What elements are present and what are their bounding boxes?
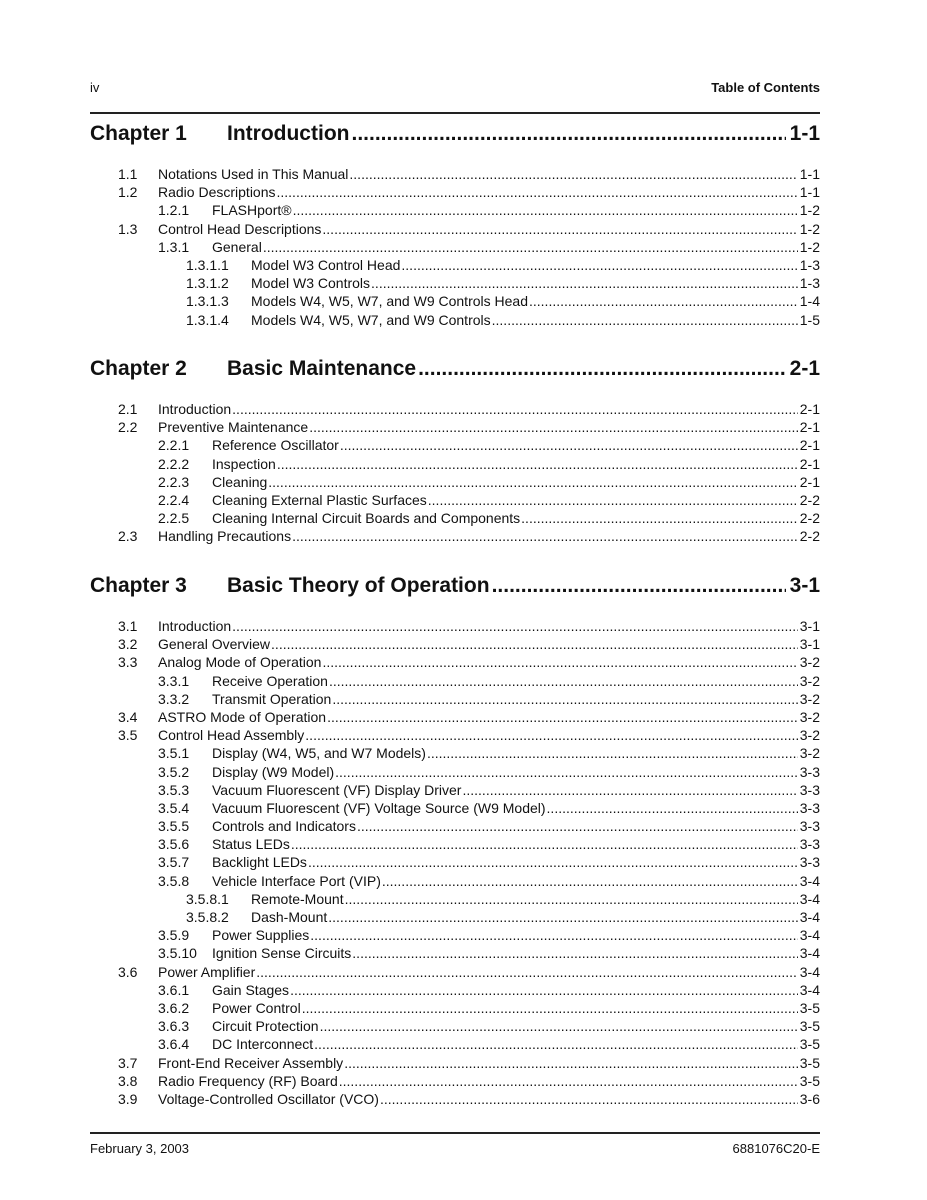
toc-entry[interactable]	[90, 926, 820, 944]
page-reference: 2-2	[799, 491, 820, 508]
page-reference: 1-2	[799, 202, 820, 219]
dot-leader	[327, 708, 798, 726]
section-number: 3.5.9	[158, 927, 190, 944]
section-number: 1.2	[118, 184, 138, 201]
page-reference: 2-1	[799, 419, 820, 436]
section-title: Analog Mode of Operation	[158, 654, 322, 671]
section-number: 3.5.3	[158, 781, 190, 798]
dot-leader	[277, 183, 798, 201]
section-title: Display (W9 Model)	[212, 763, 335, 780]
dot-leader	[340, 436, 798, 454]
section-number: 1.3.1	[158, 238, 190, 255]
chapter-heading[interactable]	[90, 574, 820, 602]
toc-entry[interactable]	[90, 1072, 820, 1090]
dot-leader	[271, 635, 798, 653]
page-reference: 2-1	[799, 401, 820, 417]
section-number: 3.2	[118, 636, 138, 653]
dot-leader	[335, 763, 798, 781]
toc-entry[interactable]	[90, 763, 820, 781]
section-title: Status LEDs	[212, 836, 290, 853]
dot-leader	[232, 617, 798, 635]
page-reference: 3-4	[799, 981, 820, 998]
page-reference: 3-1	[799, 636, 820, 653]
page-reference: 1-1	[799, 184, 820, 201]
toc-entry[interactable]	[90, 201, 820, 219]
page-reference: 1-2	[799, 220, 820, 237]
dot-leader	[256, 963, 798, 981]
header-rule	[90, 112, 820, 114]
page-reference: 3-3	[799, 799, 820, 816]
section-title: Backlight LEDs	[212, 854, 307, 871]
toc-entry[interactable]	[90, 817, 820, 835]
toc-entry[interactable]	[90, 400, 820, 418]
section-number: 1.1	[118, 166, 138, 182]
dot-leader	[380, 1090, 798, 1108]
section-title: Receive Operation	[212, 672, 328, 689]
page-reference: 3-5	[799, 1036, 820, 1053]
chapter-title: Introduction	[227, 122, 350, 145]
section-number: 3.3.1	[158, 672, 190, 689]
dot-leader	[232, 400, 798, 418]
section-number: 3.5.8.1	[186, 890, 229, 907]
dot-leader	[371, 274, 798, 292]
section-number: 3.5.7	[158, 854, 190, 871]
toc-entry[interactable]	[90, 690, 820, 708]
section-title: Ignition Sense Circuits	[212, 945, 352, 962]
toc-entry[interactable]	[90, 908, 820, 926]
page-reference: 3-4	[799, 872, 820, 889]
toc-entry[interactable]	[90, 509, 820, 527]
dot-leader	[314, 1035, 798, 1053]
dot-leader	[291, 835, 798, 853]
dot-leader	[547, 799, 798, 817]
toc-entry[interactable]	[90, 274, 820, 292]
toc-entry[interactable]	[90, 491, 820, 509]
section-title: Table of Contents	[711, 80, 820, 95]
chapter-label: Chapter 2	[90, 357, 187, 380]
toc-entry[interactable]	[90, 999, 820, 1017]
section-number: 2.1	[118, 401, 138, 417]
page-reference: 3-5	[799, 1018, 820, 1035]
page-reference: 2-1	[799, 437, 820, 454]
section-title: FLASHport®	[212, 202, 292, 219]
toc-entry[interactable]	[90, 220, 820, 238]
toc-entry[interactable]	[90, 726, 820, 744]
section-title: ASTRO Mode of Operation	[158, 708, 327, 725]
chapter-page: 1-1	[789, 122, 820, 145]
section-number: 1.3.1.3	[186, 293, 229, 310]
toc-entry[interactable]	[90, 781, 820, 799]
section-number: 3.5.2	[158, 763, 190, 780]
section-number: 3.3	[118, 654, 138, 671]
dot-leader	[351, 122, 785, 146]
section-number: 3.6.1	[158, 981, 190, 998]
toc-entry[interactable]	[90, 981, 820, 999]
toc-entry[interactable]	[90, 473, 820, 491]
section-number: 1.3.1.2	[186, 275, 229, 292]
page-reference: 3-5	[799, 999, 820, 1016]
page-reference: 2-1	[799, 455, 820, 472]
dot-leader	[529, 292, 798, 310]
section-number: 3.5.4	[158, 799, 190, 816]
toc-entry[interactable]	[90, 436, 820, 454]
section-title: Circuit Protection	[212, 1018, 319, 1035]
dot-leader	[293, 201, 798, 219]
toc-entry[interactable]	[90, 455, 820, 473]
page-reference: 3-2	[799, 654, 820, 671]
page-reference: 3-3	[799, 854, 820, 871]
section-title: Power Supplies	[212, 927, 310, 944]
toc-entry[interactable]	[90, 963, 820, 981]
page-reference: 3-4	[799, 945, 820, 962]
section-number: 3.5.5	[158, 818, 190, 835]
section-title: Display (W4, W5, and W7 Models)	[212, 745, 426, 762]
section-title: Control Head Assembly	[158, 727, 305, 744]
page-reference: 1-5	[799, 311, 820, 328]
dot-leader	[322, 220, 797, 238]
section-title: Gain Stages	[212, 981, 290, 998]
section-number: 2.3	[118, 528, 138, 545]
toc-entry[interactable]	[90, 1090, 820, 1108]
toc-entry[interactable]	[90, 653, 820, 671]
dot-leader	[492, 574, 786, 598]
page-reference: 3-4	[799, 963, 820, 980]
section-number: 3.5.10	[158, 945, 197, 962]
page-reference: 3-3	[799, 836, 820, 853]
toc-entry[interactable]	[90, 1054, 820, 1072]
section-title: Radio Frequency (RF) Board	[158, 1072, 338, 1089]
page-reference: 3-3	[799, 781, 820, 798]
toc-entry[interactable]	[90, 672, 820, 690]
section-title: Radio Descriptions	[158, 184, 276, 201]
section-number: 2.2.1	[158, 437, 190, 454]
page-reference: 3-2	[799, 690, 820, 707]
section-title: Models W4, W5, W7, and W9 Controls	[251, 311, 491, 328]
chapter-label: Chapter 3	[90, 574, 187, 597]
section-title: Vacuum Fluorescent (VF) Display Driver	[212, 781, 462, 798]
dot-leader	[322, 653, 797, 671]
page-reference: 1-2	[799, 238, 820, 255]
section-number: 3.1	[118, 618, 138, 634]
dot-leader	[263, 238, 798, 256]
section-title: Control Head Descriptions	[158, 220, 322, 237]
page-reference: 3-1	[799, 618, 820, 634]
dot-leader	[329, 672, 798, 690]
toc-entry[interactable]	[90, 1035, 820, 1053]
page-reference: 3-2	[799, 727, 820, 744]
toc-entry[interactable]	[90, 311, 820, 329]
footer-doc-number: 6881076C20-E	[732, 1141, 820, 1156]
page-reference: 2-2	[799, 528, 820, 545]
toc-entry[interactable]	[90, 872, 820, 890]
toc-entry[interactable]	[90, 835, 820, 853]
page-reference: 1-1	[799, 166, 820, 182]
toc-entry[interactable]	[90, 418, 820, 436]
chapter-heading[interactable]	[90, 122, 820, 150]
dot-leader	[401, 256, 797, 274]
section-title: Introduction	[158, 401, 232, 417]
section-number: 2.2.4	[158, 491, 190, 508]
dot-leader	[290, 981, 798, 999]
page-reference: 3-3	[799, 818, 820, 835]
toc-list	[90, 165, 820, 329]
section-title: Cleaning	[212, 473, 268, 490]
section-number: 3.6.3	[158, 1018, 190, 1035]
page-header	[90, 80, 820, 98]
section-title: Remote-Mount	[251, 890, 344, 907]
chapter-title: Basic Theory of Operation	[227, 574, 490, 597]
dot-leader	[309, 418, 798, 436]
page-reference: 3-4	[799, 890, 820, 907]
dot-leader	[352, 944, 797, 962]
page-reference: 3-5	[799, 1054, 820, 1071]
dot-leader	[427, 744, 798, 762]
dot-leader	[268, 473, 798, 491]
section-title: Notations Used in This Manual	[158, 166, 349, 182]
toc-entry[interactable]	[90, 183, 820, 201]
page-reference: 3-4	[799, 927, 820, 944]
page-reference: 2-1	[799, 473, 820, 490]
dot-leader	[382, 872, 798, 890]
section-title: Cleaning External Plastic Surfaces	[212, 491, 427, 508]
section-title: Vehicle Interface Port (VIP)	[212, 872, 381, 889]
footer-rule	[90, 1132, 820, 1134]
toc-entry[interactable]	[90, 527, 820, 545]
dot-leader	[492, 311, 798, 329]
section-title: Vacuum Fluorescent (VF) Voltage Source (W9 Model)	[212, 799, 546, 816]
page-reference: 3-4	[799, 909, 820, 925]
toc-entry[interactable]	[90, 256, 820, 274]
dot-leader	[332, 690, 797, 708]
section-number: 3.5.6	[158, 836, 190, 853]
page-number-label: iv	[90, 80, 100, 95]
footer-date: February 3, 2003	[90, 1141, 190, 1156]
section-number: 3.6	[118, 963, 138, 980]
section-title: DC Interconnect	[212, 1036, 314, 1053]
toc-entry[interactable]	[90, 744, 820, 762]
page-reference: 3-3	[799, 763, 820, 780]
section-number: 3.5	[118, 727, 138, 744]
toc-entry[interactable]	[90, 1017, 820, 1035]
section-title: Controls and Indicators	[212, 818, 356, 835]
page-reference: 3-2	[799, 745, 820, 762]
section-title: Transmit Operation	[212, 690, 332, 707]
dot-leader	[344, 1054, 798, 1072]
section-title: Model W3 Control Head	[251, 256, 401, 273]
section-number: 3.3.2	[158, 690, 190, 707]
toc-entry[interactable]	[90, 799, 820, 817]
section-number: 3.9	[118, 1090, 138, 1107]
section-title: Preventive Maintenance	[158, 419, 309, 436]
chapter-label: Chapter 1	[90, 122, 187, 145]
dot-leader	[308, 853, 798, 871]
section-number: 3.8	[118, 1072, 138, 1089]
dot-leader	[357, 817, 798, 835]
dot-leader	[462, 781, 797, 799]
dot-leader	[428, 491, 798, 509]
section-number: 3.4	[118, 708, 138, 725]
section-title: Power Amplifier	[158, 963, 256, 980]
dot-leader	[521, 509, 798, 527]
section-title: Power Control	[212, 999, 301, 1016]
section-title: Reference Oscillator	[212, 437, 339, 454]
page-reference: 3-6	[799, 1090, 820, 1107]
section-number: 3.5.8.2	[186, 909, 229, 925]
toc-entry[interactable]	[90, 238, 820, 256]
section-number: 2.2.2	[158, 455, 190, 472]
toc-entry[interactable]	[90, 635, 820, 653]
dot-leader	[310, 926, 797, 944]
section-title: Front-End Receiver Assembly	[158, 1054, 344, 1071]
section-number: 3.6.4	[158, 1036, 190, 1053]
section-title: Handling Precautions	[158, 528, 292, 545]
toc-entry[interactable]	[90, 708, 820, 726]
toc-entry[interactable]	[90, 165, 820, 183]
toc-list	[90, 617, 820, 1108]
section-number: 3.5.1	[158, 745, 190, 762]
dot-leader	[320, 1017, 798, 1035]
page-reference: 3-5	[799, 1072, 820, 1089]
page-reference: 1-3	[799, 275, 820, 292]
section-number: 1.3.1.4	[186, 311, 229, 328]
dot-leader	[305, 726, 797, 744]
section-number: 1.2.1	[158, 202, 190, 219]
section-title: Inspection	[212, 455, 276, 472]
page-reference: 3-2	[799, 672, 820, 689]
section-title: General Overview	[158, 636, 271, 653]
dot-leader	[328, 908, 798, 926]
chapter-heading[interactable]	[90, 357, 820, 385]
section-title: Cleaning Internal Circuit Boards and Components	[212, 510, 521, 527]
section-title: Dash-Mount	[251, 909, 328, 925]
section-number: 2.2.3	[158, 473, 190, 490]
dot-leader	[418, 357, 786, 381]
toc-entry[interactable]	[90, 292, 820, 310]
dot-leader	[349, 165, 797, 183]
toc-entry[interactable]	[90, 853, 820, 871]
page-reference: 3-2	[799, 708, 820, 725]
page-reference: 1-4	[799, 293, 820, 310]
dot-leader	[277, 455, 798, 473]
section-title: Voltage-Controlled Oscillator (VCO)	[158, 1090, 379, 1107]
section-number: 3.5.8	[158, 872, 190, 889]
section-number: 3.7	[118, 1054, 138, 1071]
section-title: General	[212, 238, 262, 255]
dot-leader	[292, 527, 798, 545]
toc-list	[90, 400, 820, 546]
dot-leader	[302, 999, 798, 1017]
chapter-page: 2-1	[789, 357, 820, 380]
chapter-page: 3-1	[789, 574, 820, 597]
section-number: 3.6.2	[158, 999, 190, 1016]
section-title: Models W4, W5, W7, and W9 Controls Head	[251, 293, 528, 310]
section-number: 2.2	[118, 419, 138, 436]
chapter-title: Basic Maintenance	[227, 357, 417, 380]
dot-leader	[339, 1072, 798, 1090]
page-footer	[90, 1141, 820, 1159]
toc-entry[interactable]	[90, 890, 820, 908]
section-title: Model W3 Controls	[251, 275, 371, 292]
section-number: 1.3.1.1	[186, 256, 229, 273]
toc-entry[interactable]	[90, 617, 820, 635]
section-number: 2.2.5	[158, 510, 190, 527]
page-reference: 2-2	[799, 510, 820, 527]
toc-entry[interactable]	[90, 944, 820, 962]
section-title: Introduction	[158, 618, 232, 634]
section-number: 1.3	[118, 220, 138, 237]
dot-leader	[345, 890, 798, 908]
page-reference: 1-3	[799, 256, 820, 273]
